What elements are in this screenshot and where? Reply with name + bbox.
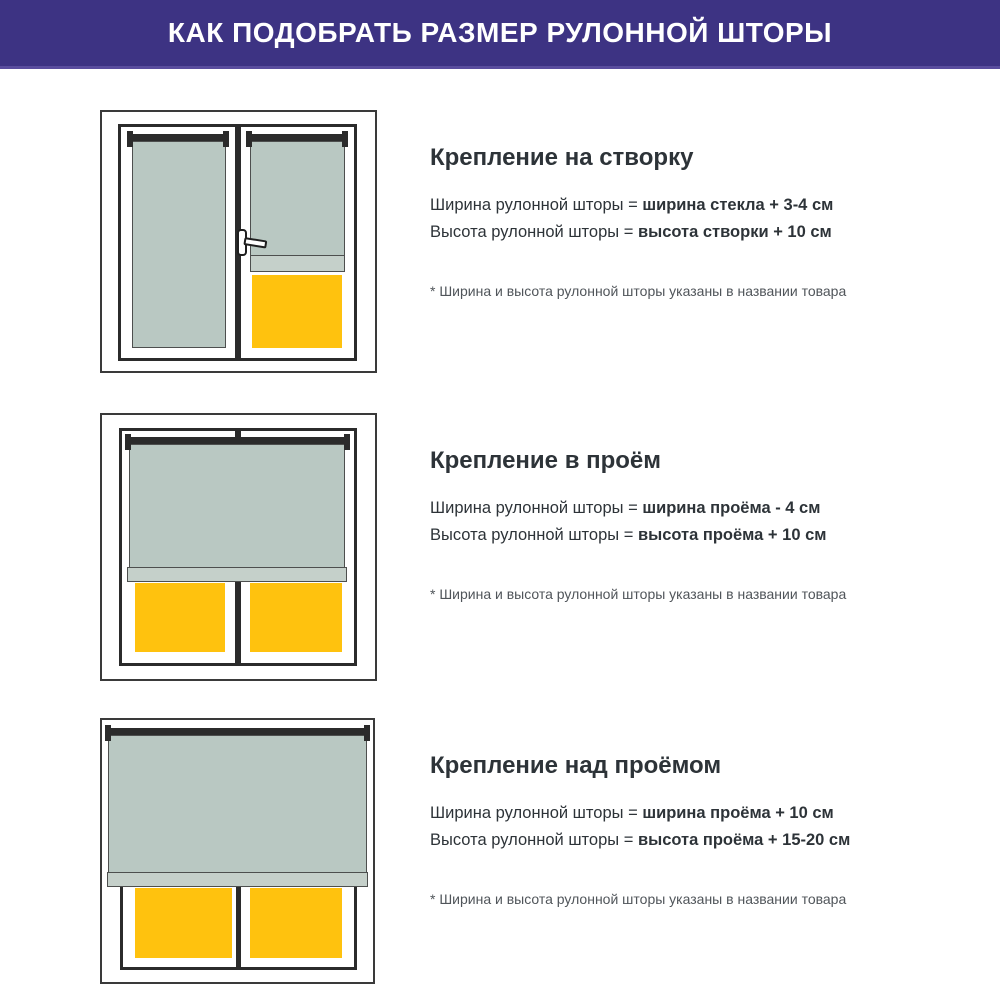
- window-illustration-opening: [100, 413, 377, 681]
- formula-prefix: Высота рулонной шторы =: [430, 223, 638, 241]
- glass-pane-left: [135, 888, 232, 958]
- window-illustration-above: [100, 718, 375, 984]
- formula-value: ширина проёма - 4 см: [642, 499, 821, 517]
- formula-value: ширина стекла + 3-4 см: [642, 196, 834, 214]
- section-title: Крепление в проём: [430, 447, 662, 474]
- formula-value: высота проёма + 15-20 см: [637, 831, 851, 849]
- footnote: * Ширина и высота рулонной шторы указаны в названии товара: [430, 283, 847, 299]
- page-title: КАК ПОДОБРАТЬ РАЗМЕР РУЛОННОЙ ШТОРЫ: [167, 17, 833, 48]
- section-text-block: [430, 143, 990, 300]
- window-illustration-sash: [100, 110, 377, 373]
- section-text-block: [430, 446, 990, 603]
- formula-prefix: Ширина рулонной шторы =: [430, 499, 643, 517]
- glass-pane-right: [250, 888, 342, 958]
- width-formula: [430, 495, 990, 522]
- section-title: Крепление над проёмом: [430, 752, 722, 779]
- glass-pane-left: [135, 583, 225, 652]
- formula-value: высота створки + 10 см: [637, 223, 832, 241]
- formulas: [430, 192, 990, 246]
- glass-pane-right: [250, 583, 342, 652]
- section-mount-above-opening: [0, 718, 1000, 998]
- roller-blind-right: [250, 141, 345, 256]
- roller-blind-left: [132, 141, 226, 348]
- roller-tube-left: [128, 134, 229, 141]
- roller-blind: [129, 444, 345, 568]
- roller-tube: [106, 728, 370, 735]
- glass-pane-right: [252, 275, 342, 348]
- section-text-block: [430, 751, 990, 908]
- roller-blind: [108, 735, 367, 873]
- width-formula: [430, 192, 990, 219]
- section-mount-in-opening: [0, 413, 1000, 713]
- formulas: [430, 800, 990, 854]
- blind-hem: [107, 872, 368, 887]
- formula-prefix: Высота рулонной шторы =: [430, 526, 638, 544]
- section-title: Крепление на створку: [430, 144, 694, 171]
- blind-hem-right: [250, 255, 345, 272]
- section-mount-on-sash: [0, 110, 1000, 410]
- footnote: * Ширина и высота рулонной шторы указаны в названии товара: [430, 891, 847, 907]
- footnote: * Ширина и высота рулонной шторы указаны в названии товара: [430, 586, 847, 602]
- height-formula: [430, 219, 990, 246]
- height-formula: [430, 522, 990, 549]
- height-formula: [430, 827, 990, 854]
- roller-tube: [126, 437, 350, 444]
- width-formula: [430, 800, 990, 827]
- formula-prefix: Высота рулонной шторы =: [430, 831, 638, 849]
- formula-prefix: Ширина рулонной шторы =: [430, 196, 643, 214]
- roller-tube-right: [247, 134, 348, 141]
- formula-value: ширина проёма + 10 см: [642, 804, 834, 822]
- formula-prefix: Ширина рулонной шторы =: [430, 804, 643, 822]
- formula-value: высота проёма + 10 см: [637, 526, 827, 544]
- blind-hem: [127, 567, 347, 582]
- formulas: [430, 495, 990, 549]
- header-banner: [0, 0, 1000, 69]
